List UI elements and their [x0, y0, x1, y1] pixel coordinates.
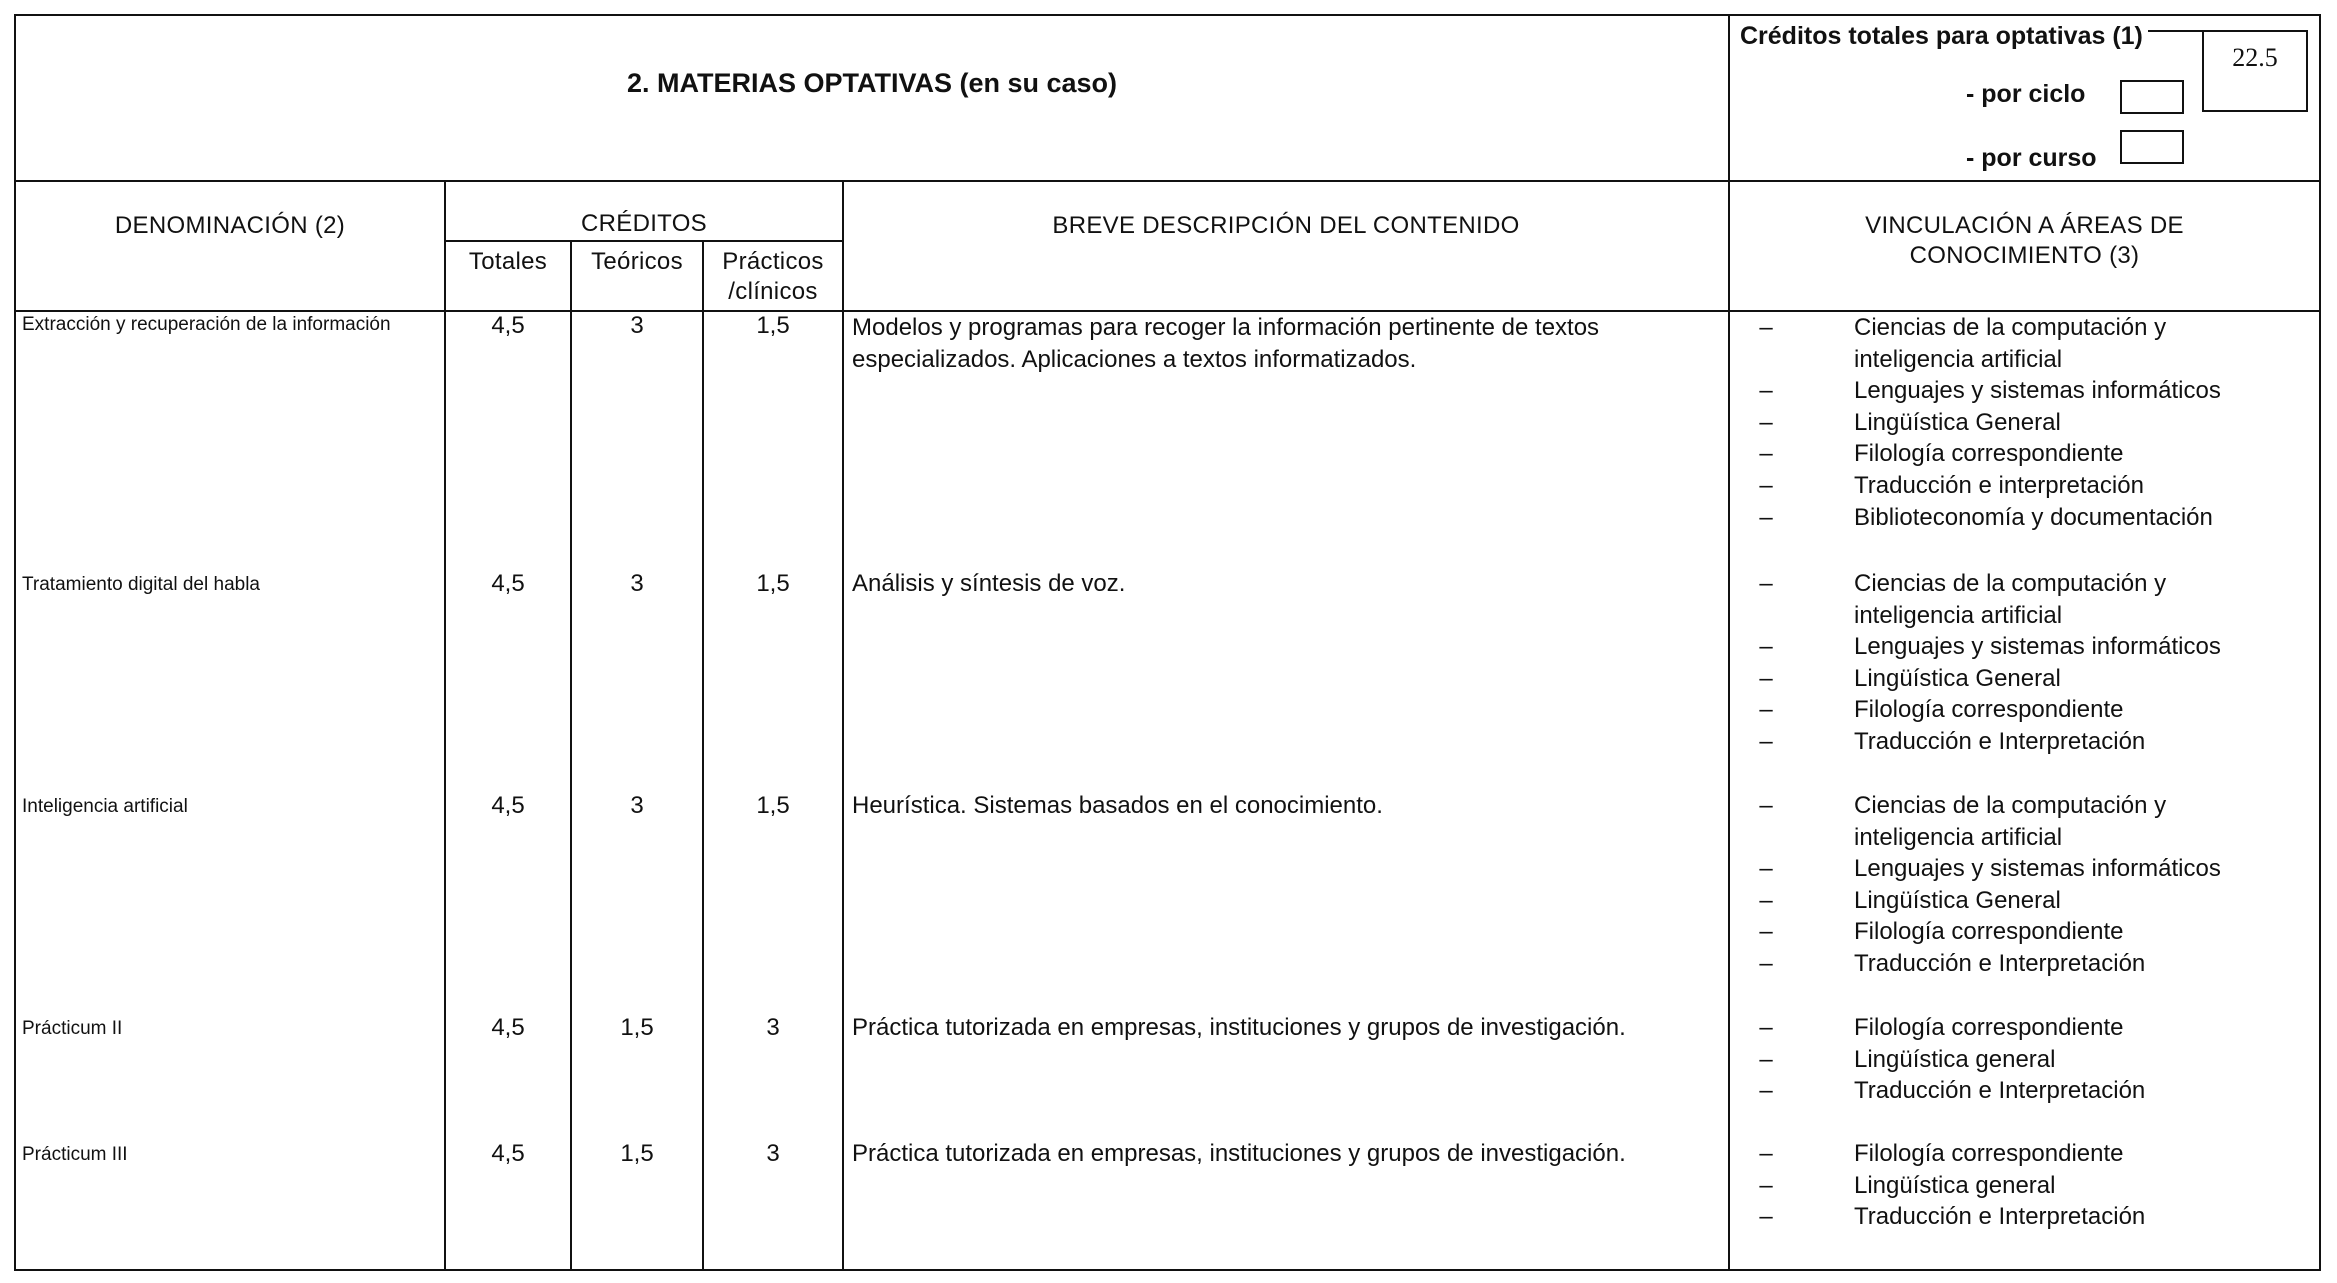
row-denominacion: Inteligencia artificial [22, 796, 188, 817]
col-divider-denominacion [444, 182, 446, 1269]
header-vinculacion-2: CONOCIMIENTO (3) [1909, 242, 2140, 269]
col-divider-creditos [842, 182, 844, 1269]
area-item [1756, 407, 2316, 439]
area-item [1756, 822, 2316, 854]
area-item [1756, 726, 2316, 758]
dash-marker: – [1759, 727, 1773, 755]
area-item [1756, 1044, 2316, 1076]
col-divider-totales [570, 242, 572, 1269]
area-item [1756, 600, 2316, 632]
area-label: Lingüística general [1854, 1171, 2056, 1199]
row-areas [1756, 312, 2316, 533]
row-descripcion: Modelos y programas para recoger la información pertinente de textos especializados. Aplicaciones a textos informatizados. [852, 314, 1600, 373]
area-item [1756, 1075, 2316, 1107]
header-totales: Totales [468, 248, 548, 275]
row-practicos: 1,5 [756, 570, 790, 597]
dash-marker: – [1759, 664, 1773, 692]
area-item [1756, 1170, 2316, 1202]
row-totales: 4,5 [491, 1014, 525, 1041]
area-item [1756, 1138, 2316, 1170]
row-practicos: 3 [766, 1140, 780, 1167]
total-connector-line [2148, 30, 2202, 32]
area-label: Lingüística General [1854, 664, 2061, 692]
area-label: Lenguajes y sistemas informáticos [1854, 377, 2221, 405]
area-item [1756, 312, 2316, 344]
area-label: Ciencias de la computación y [1854, 570, 2167, 597]
total-credits-box: 22.5 [2202, 30, 2308, 112]
por-curso-label: - por curso [1966, 144, 2097, 172]
area-item [1756, 631, 2316, 663]
dash-marker: – [1759, 918, 1773, 946]
area-item [1756, 438, 2316, 470]
area-label: Lenguajes y sistemas informáticos [1854, 855, 2221, 883]
row-practicos: 3 [766, 1014, 780, 1041]
row-descripcion: Práctica tutorizada en empresas, instituciones y grupos de investigación. [852, 1014, 1626, 1041]
row-denominacion: Extracción y recuperación de la información [22, 314, 391, 335]
dash-marker: – [1759, 1171, 1773, 1199]
dash-marker: – [1759, 314, 1773, 341]
dash-marker: – [1759, 886, 1773, 914]
area-label: inteligencia artificial [1854, 601, 2063, 629]
area-label: inteligencia artificial [1854, 345, 2063, 373]
area-label: Traducción e Interpretación [1854, 1077, 2146, 1105]
row-descripcion: Práctica tutorizada en empresas, instituciones y grupos de investigación. [852, 1140, 1626, 1167]
row-totales: 4,5 [491, 312, 525, 339]
area-label: Ciencias de la computación y [1854, 314, 2167, 341]
row-totales: 4,5 [491, 1140, 525, 1167]
area-item [1756, 885, 2316, 917]
dash-marker: – [1759, 855, 1773, 883]
area-item [1756, 694, 2316, 726]
header-descripcion: BREVE DESCRIPCIÓN DEL CONTENIDO [1052, 212, 1520, 239]
area-item [1756, 916, 2316, 948]
row-teoricos: 1,5 [620, 1014, 654, 1041]
header-teoricos: Teóricos [591, 248, 683, 275]
header-creditos: CRÉDITOS [581, 210, 707, 237]
dash-marker: – [1759, 408, 1773, 436]
header-vinculacion: VINCULACIÓN A ÁREAS DE [1865, 212, 2184, 239]
area-label: Filología correspondiente [1854, 440, 2124, 468]
area-item [1756, 790, 2316, 822]
area-label: Biblioteconomía y documentación [1854, 503, 2213, 531]
area-item [1756, 344, 2316, 376]
row-areas [1756, 1138, 2316, 1233]
creditos-subheader-line [444, 240, 844, 242]
credits-summary [1730, 16, 2319, 180]
area-item [1756, 948, 2316, 980]
area-label: Filología correspondiente [1854, 1140, 2124, 1167]
section-header [14, 14, 2321, 182]
dash-marker: – [1759, 696, 1773, 724]
section-title: 2. MATERIAS OPTATIVAS (en su caso) [626, 68, 1118, 98]
area-label: Traducción e Interpretación [1854, 727, 2146, 755]
area-label: Traducción e Interpretación [1854, 949, 2146, 977]
area-label: inteligencia artificial [1854, 823, 2063, 851]
area-label: Traducción e Interpretación [1854, 1203, 2146, 1231]
row-denominacion: Prácticum III [22, 1144, 128, 1165]
dash-marker: – [1759, 1140, 1773, 1167]
dash-marker: – [1759, 503, 1773, 531]
area-item [1756, 663, 2316, 695]
por-ciclo-box [2120, 80, 2184, 114]
col-divider-descripcion [1728, 182, 1730, 1269]
col-divider-teoricos [702, 242, 704, 1269]
header-denominacion: DENOMINACIÓN (2) [114, 212, 346, 239]
dash-marker: – [1759, 1014, 1773, 1041]
row-descripcion: Análisis y síntesis de voz. [852, 570, 1126, 597]
dash-marker: – [1759, 440, 1773, 468]
dash-marker: – [1759, 1203, 1773, 1231]
area-label: Lenguajes y sistemas informáticos [1854, 633, 2221, 661]
header-clinicos: /clínicos [728, 278, 818, 305]
row-totales: 4,5 [491, 570, 525, 597]
row-areas [1756, 1012, 2316, 1107]
optativas-table [14, 180, 2321, 1271]
area-item [1756, 375, 2316, 407]
area-item [1756, 853, 2316, 885]
row-teoricos: 3 [630, 570, 644, 597]
area-label: Filología correspondiente [1854, 918, 2124, 946]
dash-marker: – [1759, 792, 1773, 819]
row-practicos: 1,5 [756, 312, 790, 339]
row-denominacion: Prácticum II [22, 1018, 123, 1039]
por-ciclo-label: - por ciclo [1966, 80, 2086, 108]
dash-marker: – [1759, 377, 1773, 405]
row-teoricos: 3 [630, 312, 644, 339]
area-label: Lingüística General [1854, 408, 2061, 436]
row-practicos: 1,5 [756, 792, 790, 819]
row-teoricos: 3 [630, 792, 644, 819]
area-item [1756, 502, 2316, 534]
dash-marker: – [1759, 1077, 1773, 1105]
dash-marker: – [1759, 471, 1773, 499]
area-item [1756, 1012, 2316, 1044]
area-item [1756, 1201, 2316, 1233]
dash-marker: – [1759, 570, 1773, 597]
dash-marker: – [1759, 1045, 1773, 1073]
area-item [1756, 568, 2316, 600]
area-label: Lingüística General [1854, 886, 2061, 914]
credits-title: Créditos totales para optativas (1) [1740, 22, 2143, 50]
row-totales: 4,5 [491, 792, 525, 819]
row-areas [1756, 568, 2316, 758]
por-curso-box [2120, 130, 2184, 164]
row-teoricos: 1,5 [620, 1140, 654, 1167]
dash-marker: – [1759, 633, 1773, 661]
area-label: Traducción e interpretación [1854, 471, 2144, 499]
row-descripcion: Heurística. Sistemas basados en el conocimiento. [852, 792, 1383, 819]
row-denominacion: Tratamiento digital del habla [22, 574, 260, 595]
area-label: Filología correspondiente [1854, 696, 2124, 724]
area-label: Filología correspondiente [1854, 1014, 2124, 1041]
area-label: Ciencias de la computación y [1854, 792, 2167, 819]
row-areas [1756, 790, 2316, 980]
header-practicos: Prácticos [722, 248, 824, 275]
dash-marker: – [1759, 949, 1773, 977]
area-label: Lingüística general [1854, 1045, 2056, 1073]
area-item [1756, 470, 2316, 502]
